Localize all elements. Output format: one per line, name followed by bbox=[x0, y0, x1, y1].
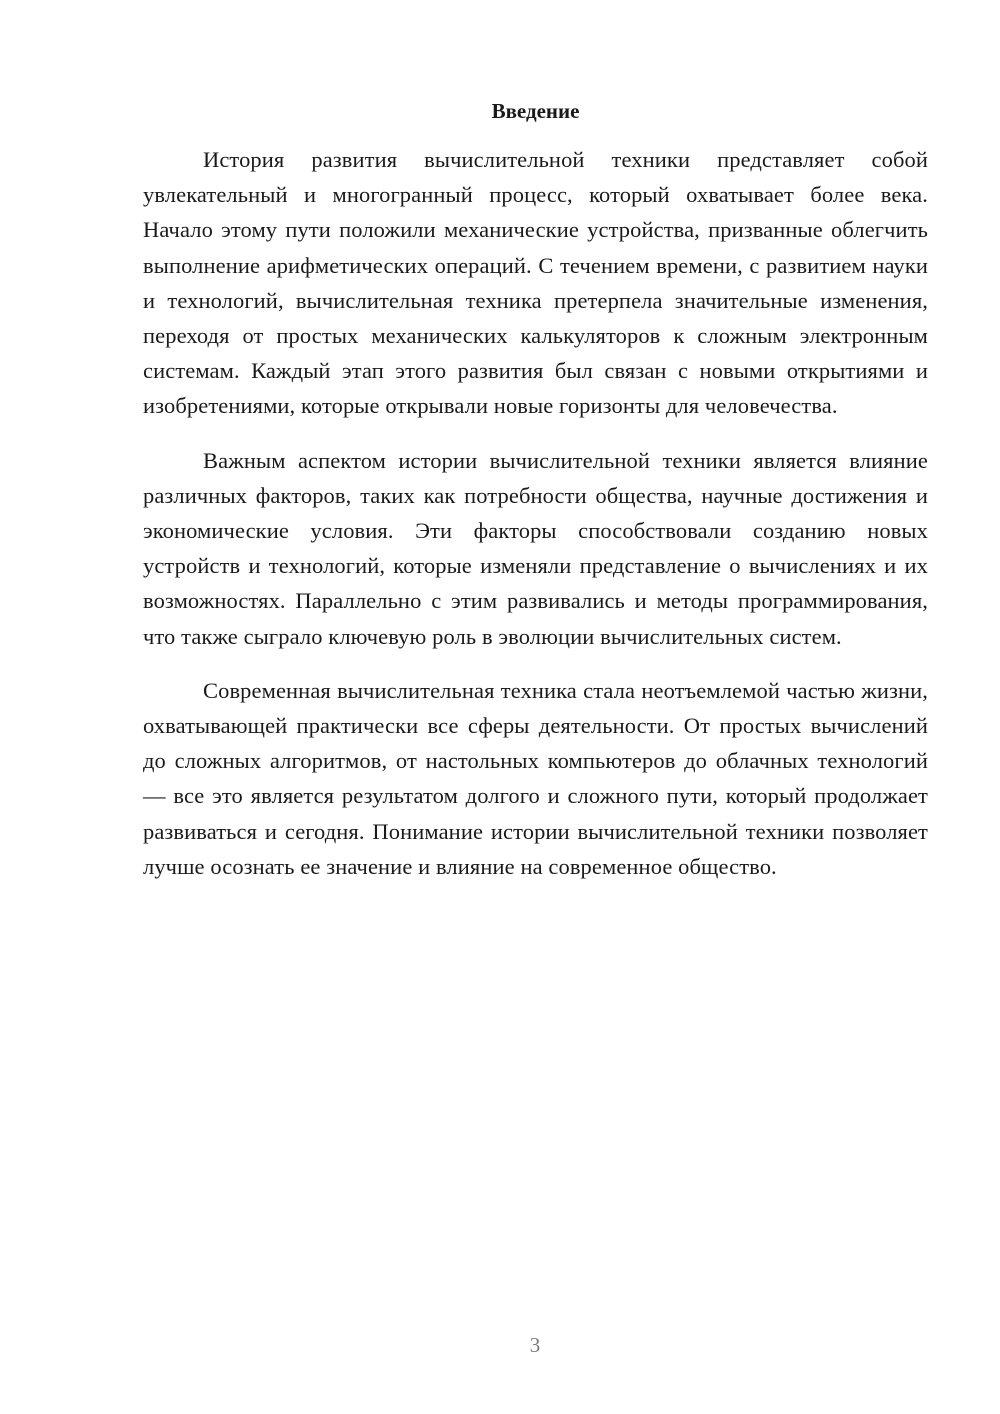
paragraph-1: История развития вычислительной техники представляет собой увлекательный и многогранный процесс, который охватывает более века. Начало этому пути положили механические устройства, призванные облегчить выполнение арифметических операций. С течением времени, с развитием науки и технологий, вычислительная техника претерпела значительные изменения, переходя от простых механических калькуляторов к сложным электронным системам. Каждый этап этого развития был связан с новыми открытиями и изобретениями, которые открывали новые горизонты для человечества. bbox=[143, 147, 928, 419]
paragraph-3: Современная вычислительная техника стала неотъемлемой частью жизни, охватывающей практически все сферы деятельности. От простых вычислений до сложных алгоритмов, от настольных компьютеров до облачных технологий — все это является результатом долгого и сложного пути, который продолжает развиваться и сегодня. Понимание истории вычислительной техники позволяет лучше осознать ее значение и влияние на современное общество. bbox=[143, 677, 928, 879]
page-number: 3 bbox=[529, 1333, 541, 1357]
paragraph-2: Важным аспектом истории вычислительной техники является влияние различных факторов, таких как потребности общества, научные достижения и экономические условия. Эти факторы способствовали созданию новых устройств и технологий, которые изменяли представление о вычислениях и их возможностях. Параллельно с этим развивались и методы программирования, что также сыграло ключевую роль в эволюции вычислительных систем. bbox=[143, 447, 928, 649]
section-heading: Введение bbox=[491, 99, 580, 123]
document-body bbox=[143, 142, 928, 903]
